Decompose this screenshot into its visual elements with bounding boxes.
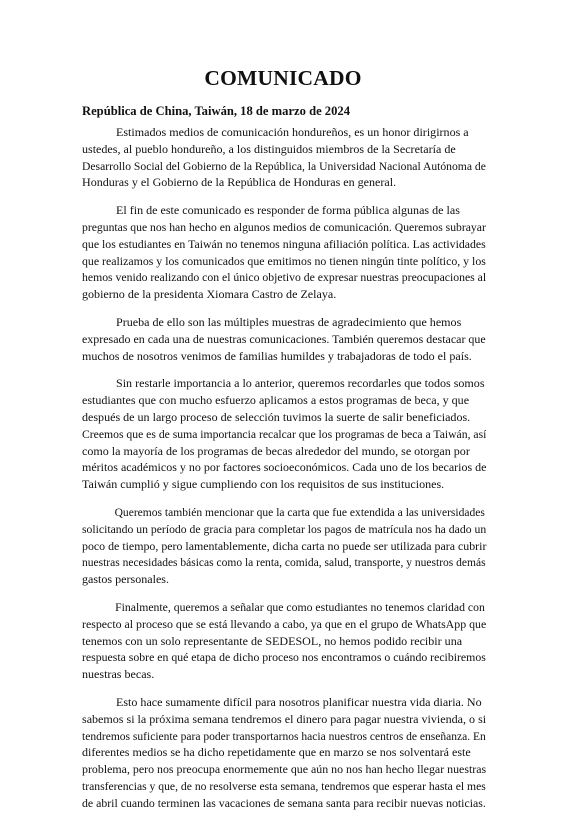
paragraph-1 xyxy=(82,124,486,191)
paragraph-line: Desarrollo Social del Gobierno de la República, la Universidad Nacional Autónoma de xyxy=(82,158,486,173)
paragraph-line: solicitando un período de gracia para completar los pagos de matrícula nos ha dado un xyxy=(82,521,487,536)
paragraph-line: hemos venido realizando con el único objetivo de expresar nuestras preocupaciones al xyxy=(82,270,487,285)
paragraph-line: transferencias y que, de no resolverse esta semana, tendremos que esperar hasta el mes xyxy=(82,778,486,793)
paragraph-line: Queremos también mencionar que la carta que fue extendida a las universidades xyxy=(114,504,485,519)
paragraph-line: nuestras necesidades básicas como la renta, comida, salud, transporte, y nuestros demás xyxy=(82,555,486,570)
dateline: República de China, Taiwán, 18 de marzo de 2024 xyxy=(82,104,350,118)
paragraph-line: que los estudiantes en Taiwán no tenemos ninguna afiliación política. Las actividades xyxy=(82,236,486,251)
paragraph-line: después de un largo proceso de selección tuvimos la suerte de salir beneficiados. xyxy=(82,409,471,424)
paragraph-line: que realizamos y los comunicados que emitimos no tienen ningún tinte político, y los xyxy=(82,253,486,268)
paragraph-line: de abril cuando terminen las vacaciones de semana santa para recibir nuevas noticias. xyxy=(82,795,486,810)
paragraph-line: Esto hace sumamente difícil para nosotros planificar nuestra vida diaria. No xyxy=(116,694,482,709)
paragraph-line: como la mayoría de los programas de becas alrededor del mundo, se otorgan por xyxy=(82,443,470,458)
paragraph-line: gobierno de la presidenta Xiomara Castro de Zelaya. xyxy=(82,287,337,302)
document-title: COMUNICADO xyxy=(204,66,362,90)
paragraph-line: gastos personales. xyxy=(82,572,169,587)
paragraph-line: problema, pero nos preocupa enormemente que aún no nos han hecho llegar nuestras xyxy=(82,762,487,777)
paragraph-line: nuestras becas. xyxy=(82,667,155,682)
paragraph-line: ustedes, al pueblo hondureño, a los distinguidos miembros de la Secretaría de xyxy=(82,141,456,156)
paragraph-line: El fin de este comunicado es responder de forma pública algunas de las xyxy=(116,203,460,218)
paragraph-6 xyxy=(82,599,486,683)
paragraph-line: Taiwán cumplió y sigue cumpliendo con los requisitos de sus instituciones. xyxy=(82,477,445,492)
paragraph-line: estudiantes que con mucho esfuerzo aplicamos a estos programas de beca, y que xyxy=(82,393,470,408)
paragraph-2 xyxy=(82,202,486,303)
paragraph-line: Estimados medios de comunicación hondureños, es un honor dirigirnos a xyxy=(116,125,469,139)
paragraph-line: Prueba de ello son las múltiples muestras de agradecimiento que hemos xyxy=(116,314,462,329)
paragraph-line: expresado en cada una de nuestras comunicaciones. También queremos destacar que xyxy=(82,331,486,346)
paragraph-line: Finalmente, queremos a señalar que como estudiantes no tenemos claridad con xyxy=(115,599,485,614)
paragraph-5 xyxy=(82,504,486,588)
paragraph-line: tendremos suficiente para poder transportarnos hacia nuestros centros de enseñanza. En xyxy=(82,728,486,743)
paragraph-line: respecto al proceso que se está llevando a cabo, ya que en el grupo de WhatsApp que xyxy=(82,616,487,631)
document-body xyxy=(82,124,486,822)
paragraph-line: Honduras y el Gobierno de la República de Honduras en general. xyxy=(82,175,397,190)
paragraph-4 xyxy=(82,375,486,493)
paragraph-line: respuesta sobre en qué etapa de dicho proceso nos encontramos o cuándo recibiremos xyxy=(82,650,486,665)
paragraph-line: diferentes medios se ha dicho repetidamente que en marzo se nos solventará este xyxy=(82,745,471,760)
paragraph-line: tenemos con un solo representante de SEDESOL, no hemos podido recibir una xyxy=(82,633,463,648)
paragraph-line: poco de tiempo, pero lamentablemente, dicha carta no puede ser utilizada para cubrir xyxy=(82,538,487,553)
paragraph-line: méritos académicos y no por factores socioeconómicos. Cada uno de los becarios de xyxy=(82,460,487,475)
paragraph-line: sabemos si la próxima semana tendremos el dinero para pagar nuestra vivienda, o si xyxy=(82,711,487,726)
paragraph-line: preguntas que nos han hecho en algunos medios de comunicación. Queremos subrayar xyxy=(82,219,486,234)
paragraph-line: Creemos que es de suma importancia recalcar que los programas de beca a Taiwán, así xyxy=(82,426,487,441)
paragraph-7 xyxy=(82,694,486,812)
paragraph-line: muchos de nosotros venimos de familias humildes y trabajadoras de todo el país. xyxy=(82,348,472,363)
paragraph-line: Sin restarle importancia a lo anterior, queremos recordarles que todos somos xyxy=(116,376,485,391)
paragraph-3 xyxy=(82,314,486,364)
